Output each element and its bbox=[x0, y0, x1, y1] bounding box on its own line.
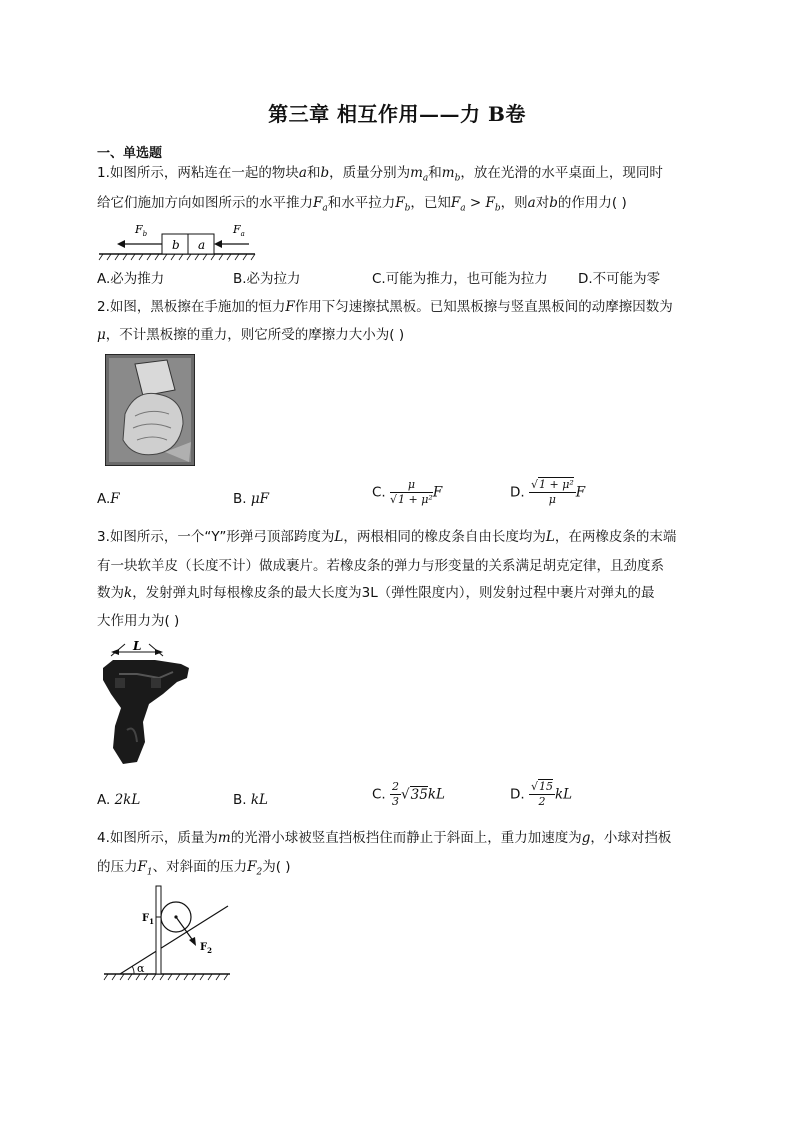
slingshot-span-label: L bbox=[133, 639, 142, 653]
block-a-label: a bbox=[198, 238, 206, 252]
q4-text: 的光滑小球被竖直挡板挡住而静止于斜面上，重力加速度为 bbox=[230, 830, 582, 846]
q3-text: ，两根相同的橡皮条自由长度均为 bbox=[343, 529, 546, 545]
q3-text: ，在两橡皮条的末端 bbox=[554, 529, 677, 545]
q1-line2 bbox=[97, 193, 697, 219]
q1-line1: 1.如图所示，两粘连在一起的物块a和b，质量分别为$m_a$和$m_b$，放在光滑的水平桌面上，现同时 bbox=[97, 165, 663, 184]
var-F: F bbox=[285, 299, 295, 315]
q2-line1 bbox=[97, 297, 697, 317]
var-mu: μ bbox=[97, 327, 106, 343]
q2-option-d[interactable]: D. $\frac{\text{√1 + μ²}}{\mu}$ F bbox=[510, 478, 586, 506]
var-g: g bbox=[581, 830, 591, 846]
q1-text: 和水平拉力 bbox=[327, 195, 396, 211]
q3-option-a[interactable]: A. 2kL bbox=[97, 792, 141, 808]
q3-line1 bbox=[97, 527, 697, 547]
option-label: D. bbox=[510, 786, 525, 803]
label-fa: $F_a$ bbox=[233, 223, 245, 238]
var-Fb: $F_b$ bbox=[395, 195, 411, 214]
q2-eraser-photo bbox=[105, 354, 195, 466]
q3-text: ，发射弹丸时每根橡皮条的最大长度为3L（弹性限度内），则发射过程中裹片对弹丸的最 bbox=[132, 585, 655, 601]
q1-option-a[interactable]: A.必为推力 bbox=[97, 271, 165, 287]
option-label: B. bbox=[233, 491, 247, 507]
q1-text: ，质量分别为 bbox=[329, 165, 411, 181]
q4-text: 的压力 bbox=[97, 859, 138, 875]
var-a: a bbox=[298, 165, 307, 181]
q1-text: 的作用力( ) bbox=[557, 195, 627, 211]
section-heading: 一、单选题 bbox=[97, 146, 163, 161]
q2-option-a[interactable]: A.F bbox=[97, 491, 120, 507]
q3-line4: 大作用力为( ) bbox=[97, 613, 180, 629]
page-title: 第三章 相互作用——力 B卷 bbox=[268, 102, 526, 126]
q3-line2: 有一块软羊皮（长度不计）做成裹片。若橡皮条的弹力与形变量的关系满足胡克定律，且劲度系 bbox=[97, 558, 664, 574]
var-Fa: $F_a$ bbox=[313, 195, 328, 214]
q1-option-b[interactable]: B.必为拉力 bbox=[233, 271, 301, 287]
q1-text: 给它们施加方向如图所示的水平推力 bbox=[97, 195, 313, 211]
q2-text: ，不计黑板擦的重力，则它所受的摩擦力大小为( ) bbox=[105, 327, 405, 343]
label-alpha: α bbox=[137, 962, 145, 975]
q2-option-b[interactable]: B. μF bbox=[233, 491, 269, 507]
var-F1: $F_1$ bbox=[137, 859, 153, 878]
q4-incline-figure bbox=[100, 884, 235, 984]
q1-text: ，已知 bbox=[410, 195, 451, 211]
vertical-board bbox=[156, 886, 161, 974]
q2-text: 2.如图，黑板擦在手施加的恒力 bbox=[97, 299, 286, 315]
q2-text: 作用下匀速擦拭黑板。已知黑板擦与竖直黑板间的动摩擦因数为 bbox=[294, 299, 673, 315]
q1-text: ，则 bbox=[500, 195, 528, 211]
q1-option-c[interactable]: C.可能为推力，也可能为拉力 bbox=[372, 271, 548, 287]
var-Fa-gt-Fb: $F_a > F_b$ bbox=[450, 195, 501, 214]
q3-text: 3.如图所示，一个“Y”形弹弓顶部跨度为 bbox=[97, 529, 335, 545]
q1-text: 对 bbox=[535, 195, 550, 211]
var-mb: $m_b$ bbox=[441, 165, 461, 184]
var-b: b bbox=[549, 195, 558, 211]
option-label: D. bbox=[510, 484, 525, 501]
q3-option-b[interactable]: B. kL bbox=[233, 792, 269, 808]
q4-line1 bbox=[97, 828, 697, 848]
label-fb: $F_b$ bbox=[135, 223, 148, 238]
q2-option-c[interactable]: C. $\frac{\mu}{\text{√1 + μ²}}$ F bbox=[372, 478, 443, 506]
var-b: b bbox=[320, 165, 330, 181]
label-f1: $F_1$ bbox=[142, 913, 154, 926]
q3-text: 数为 bbox=[97, 585, 124, 601]
var-L: L bbox=[334, 529, 344, 545]
q1-text: 1.如图所示，两粘连在一起的物块 bbox=[97, 165, 299, 181]
label-f2: $F_2$ bbox=[200, 942, 212, 955]
var-F2: $F_2$ bbox=[247, 859, 263, 878]
option-label: A. bbox=[97, 491, 111, 507]
var-a: a bbox=[527, 195, 536, 211]
q4-text: 4.如图所示，质量为 bbox=[97, 830, 218, 846]
q4-text: 、对斜面的压力 bbox=[152, 859, 248, 875]
q4-text: ，小球对挡板 bbox=[590, 830, 672, 846]
q3-option-c[interactable]: C. $\frac{2}{3}$ √35kL bbox=[372, 780, 445, 808]
var-L: L bbox=[545, 529, 555, 545]
option-label: B. bbox=[233, 792, 247, 808]
var-m: m bbox=[217, 830, 231, 846]
q2-line2 bbox=[97, 325, 697, 345]
block-b-label: b bbox=[172, 238, 180, 252]
q3-slingshot-photo bbox=[97, 638, 197, 766]
q3-line3 bbox=[97, 583, 697, 603]
option-label: C. bbox=[372, 786, 386, 803]
q3-option-d[interactable]: D. $\frac{√15}{2}$ kL bbox=[510, 780, 573, 808]
option-label: C. bbox=[372, 484, 386, 501]
option-label: A. bbox=[97, 792, 111, 808]
q4-line2 bbox=[97, 857, 697, 883]
q1-option-d[interactable]: D.不可能为零 bbox=[578, 271, 661, 287]
var-ma: $m_a$ bbox=[410, 165, 429, 184]
q4-text: 为( ) bbox=[262, 859, 291, 875]
q1-blocks-figure bbox=[97, 220, 257, 262]
var-k: k bbox=[124, 585, 133, 601]
q1-text: ，放在光滑的水平桌面上，现同时 bbox=[460, 165, 663, 181]
